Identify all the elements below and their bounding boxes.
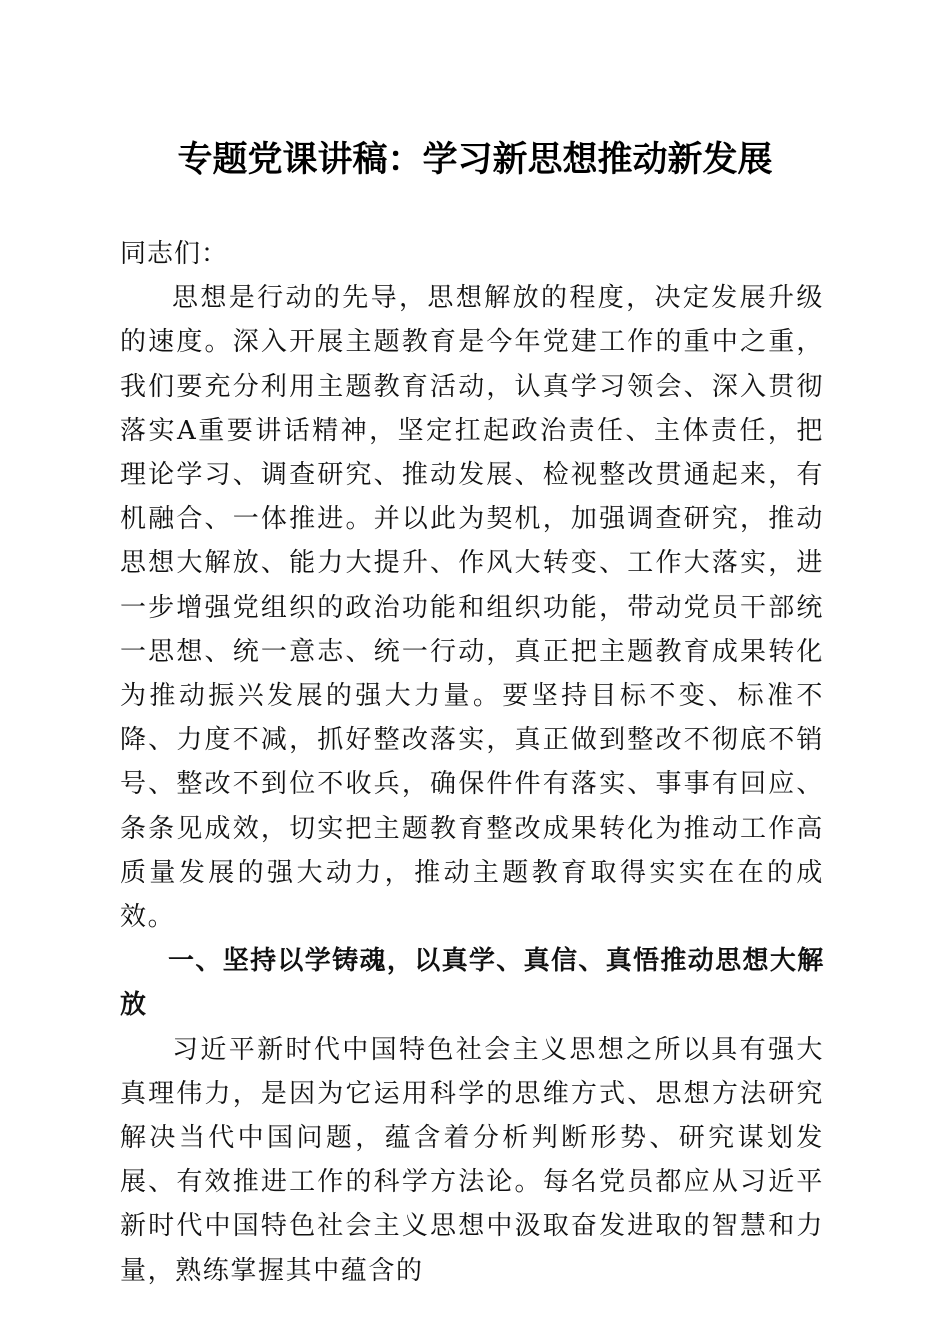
section-paragraph: 习近平新时代中国特色社会主义思想之所以具有强大真理伟力，是因为它运用科学的思维方式、思想方法研究解决当代中国问题，蕴含着分析判断形势、研究谋划发展、有效推进工作的科学方法论。每名党员都应从习近平新时代中国特色社会主义思想中汲取奋发进取的智慧和力量，熟练掌握其中蕴含的: [120, 1034, 824, 1286]
section-heading: 一、坚持以学铸魂，以真学、真信、真悟推动思想大解放: [120, 946, 824, 1021]
body-paragraph: 思想是行动的先导，思想解放的程度，决定发展升级的速度。深入开展主题教育是今年党建工作的重中之重，我们要充分利用主题教育活动，认真学习领会、深入贯彻落实A重要讲话精神，坚定扛起政治责任、主体责任，把理论学习、调查研究、推动发展、检视整改贯通起来，有机融合、一体推进。并以此为契机，加强调查研究，推动思想大解放、能力大提升、作风大转变、工作大落实，进一步增强党组织的政治功能和组织功能，带动党员干部统一思想、统一意志、统一行动，真正把主题教育成果转化为推动振兴发展的强大力量。要坚持目标不变、标准不降、力度不减，抓好整改落实，真正做到整改不彻底不销号、整改不到位不收兵，确保件件有落实、事事有回应、条条见成效，切实把主题教育整改成果转化为推动工作高质量发展的强大动力，推动主题教育取得实实在在的成效。: [120, 283, 824, 933]
salutation: 同志们：: [120, 239, 229, 269]
document-body: [120, 232, 824, 1293]
document-title: 专题党课讲稿：学习新思想推动新发展: [177, 139, 773, 180]
